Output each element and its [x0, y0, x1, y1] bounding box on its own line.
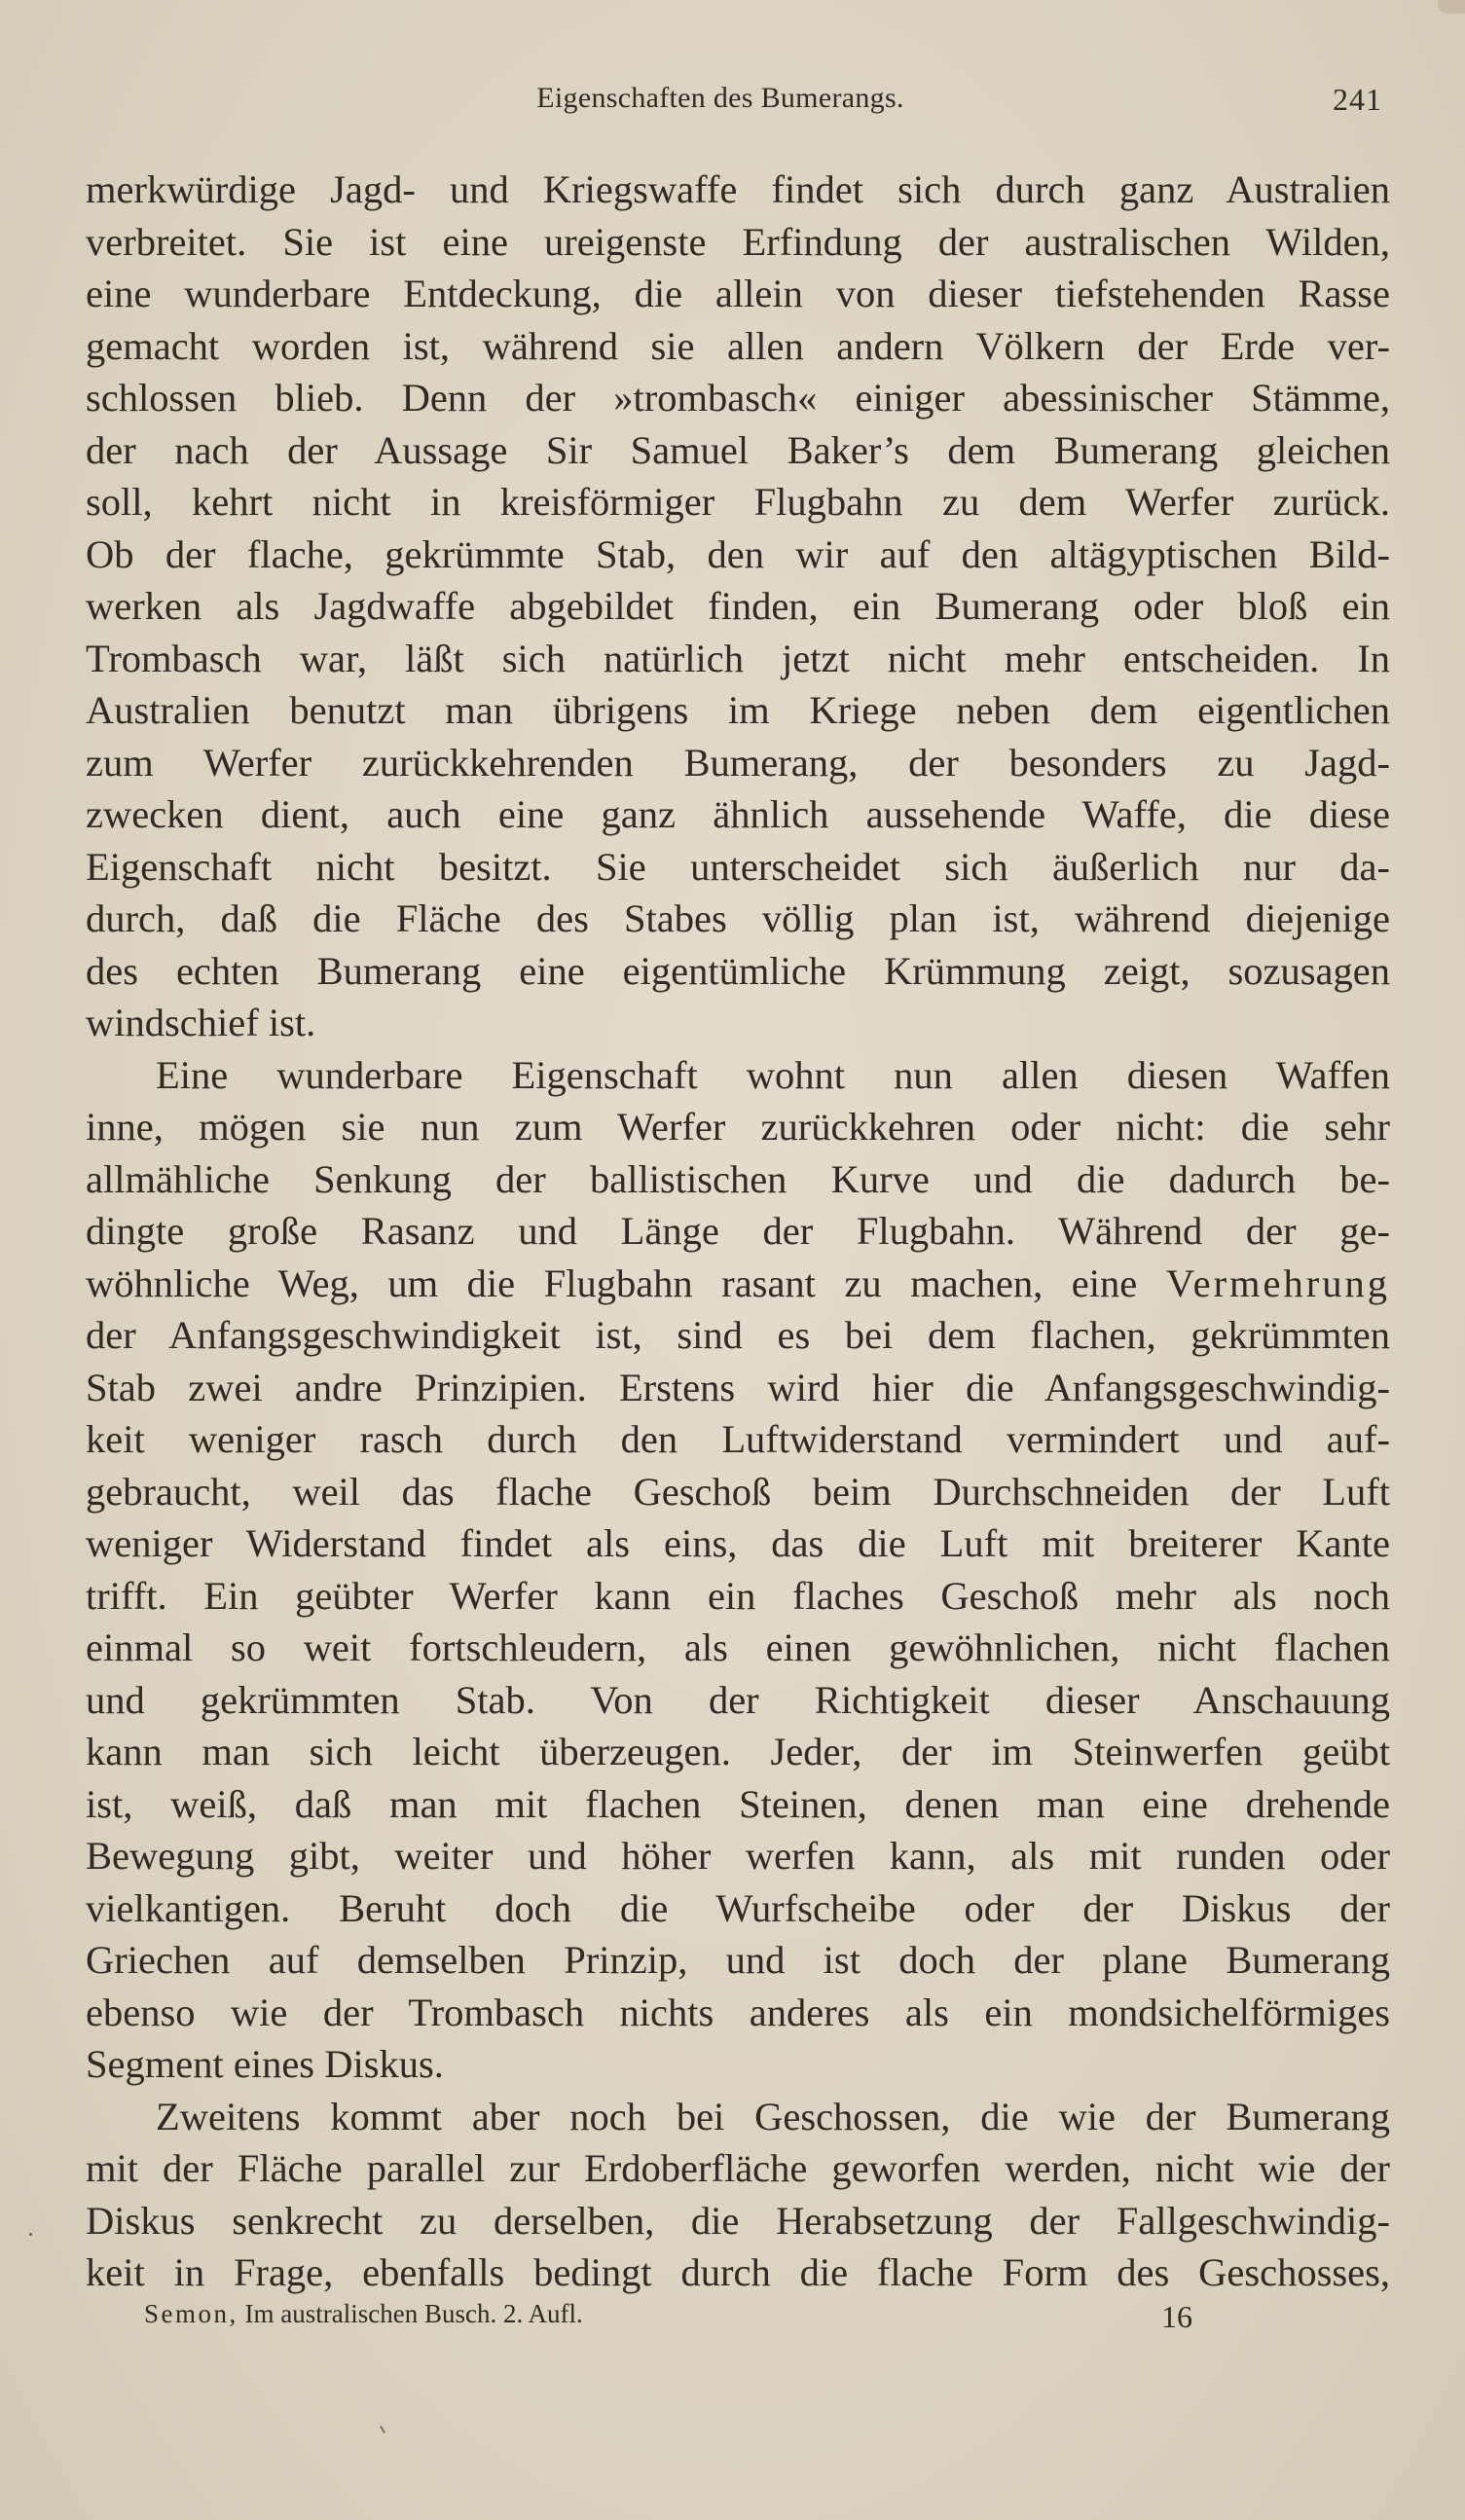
text-line: weniger Widerstand findet als eins, das die Luft mit breiterer Kante — [86, 1521, 1390, 1565]
text-line — [86, 1258, 1390, 1310]
paragraph-end-line: windschief ist. — [86, 1001, 316, 1044]
text-line: ebenso wie der Trombasch nichts anderes als ein mondsichelförmiges — [86, 1990, 1390, 2034]
text-line: zum Werfer zurückkehrenden Bumerang, der besonders zu Jagd- — [86, 740, 1390, 785]
text-line: verbreitet. Sie ist eine ureigenste Erfindung der australischen Wilden, — [86, 219, 1390, 264]
text-line: werken als Jagdwaffe abgebildet finden, ein Bumerang oder bloß ein — [86, 584, 1390, 628]
text-fragment: wöhnliche Weg, um die Flugbahn rasant zu machen, eine — [86, 1260, 1138, 1305]
text-line: dingte große Rasanz und Länge der Flugbahn. Während der ge- — [86, 1209, 1390, 1253]
running-header — [88, 82, 1382, 121]
text-line: gebraucht, weil das flache Geschoß beim Durchschneiden der Luft — [86, 1469, 1390, 1514]
body-text — [86, 164, 1390, 2299]
text-line: des echten Bumerang eine eigentümliche Krümmung zeigt, sozusagen — [86, 948, 1390, 993]
printer-signature: 16 — [1161, 2299, 1192, 2334]
text-line: merkwürdige Jagd- und Kriegswaffe findet sich durch ganz Australien — [86, 167, 1390, 211]
paragraph-start-line: Zweitens kommt aber noch bei Geschossen, die wie der Bumerang — [156, 2094, 1390, 2138]
text-line: allmähliche Senkung der ballistischen Kurve und die dadurch be- — [86, 1156, 1390, 1201]
text-line: Australien benutzt man übrigens im Kriege neben dem eigentlichen — [86, 688, 1390, 732]
footer-author: Semon, — [144, 2299, 238, 2328]
text-line: kann man sich leicht überzeugen. Jeder, der im Steinwerfen geübt — [86, 1730, 1390, 1773]
text-line: gemacht worden ist, während sie allen andern Völkern der Erde ver- — [86, 323, 1390, 368]
footer-book-title: Im australischen Busch. 2. Aufl. — [244, 2299, 583, 2328]
text-line: und gekrümmten Stab. Von der Richtigkeit dieser Anschauung — [86, 1677, 1390, 1722]
page-footer — [144, 2299, 1195, 2338]
paper-speck — [380, 2426, 385, 2433]
text-line: soll, kehrt nicht in kreisförmiger Flugbahn zu dem Werfer zurück. — [86, 480, 1390, 524]
page-corner-shadow — [1438, 0, 1465, 14]
text-line: ist, weiß, daß man mit flachen Steinen, denen man eine drehende — [86, 1781, 1390, 1826]
text-line: der Anfangsgeschwindigkeit ist, sind es bei dem flachen, gekrümmten — [86, 1313, 1390, 1357]
text-line: inne, mögen sie nun zum Werfer zurückkehren oder nicht: die sehr — [86, 1105, 1390, 1149]
text-line: vielkantigen. Beruht doch die Wurfscheibe oder der Diskus der — [86, 1885, 1390, 1930]
paragraph-start-line: Eine wunderbare Eigenschaft wohnt nun allen diesen Waffen — [156, 1052, 1390, 1097]
text-line: Trombasch war, läßt sich natürlich jetzt nicht mehr entscheiden. In — [86, 636, 1390, 680]
text-line: schlossen blieb. Denn der »trombasch« einiger abessinischer Stämme, — [86, 376, 1390, 420]
text-line: trifft. Ein geübter Werfer kann ein flaches Geschoß mehr als noch — [86, 1573, 1390, 1618]
emphasized-word: Vermehrung — [1165, 1260, 1391, 1305]
footer-source — [144, 2299, 583, 2329]
text-line: Ob der flache, gekrümmte Stab, den wir auf den altägyptischen Bild- — [86, 531, 1390, 576]
text-line: durch, daß die Fläche des Stabes völlig plan ist, während diejenige — [86, 896, 1390, 940]
text-line: Diskus senkrecht zu derselben, die Herabsetzung der Fallgeschwindig- — [86, 2198, 1390, 2243]
text-line: eine wunderbare Entdeckung, die allein von dieser tiefstehenden Rasse — [86, 272, 1390, 315]
paragraph-end-line: Segment eines Diskus. — [86, 2042, 444, 2086]
text-line: keit in Frage, ebenfalls bedingt durch die flache Form des Geschosses, — [86, 2250, 1390, 2294]
text-line: zwecken dient, auch eine ganz ähnlich aussehende Waffe, die diese — [86, 792, 1390, 836]
text-line: der nach der Aussage Sir Samuel Baker’s dem Bumerang gleichen — [86, 427, 1390, 472]
paper-speck — [29, 2233, 32, 2236]
page-number: 241 — [1333, 82, 1382, 117]
text-line: Bewegung gibt, weiter und höher werfen kann, als mit runden oder — [86, 1834, 1390, 1878]
text-line: Stab zwei andre Prinzipien. Erstens wird hier die Anfangsgeschwindig- — [86, 1365, 1390, 1409]
text-line: keit weniger rasch durch den Luftwiderstand vermindert und auf- — [86, 1417, 1390, 1461]
running-title: Eigenschaften des Bumerangs. — [536, 82, 904, 114]
text-line: mit der Fläche parallel zur Erdoberfläche geworfen werden, nicht wie der — [86, 2146, 1390, 2190]
text-line: Eigenschaft nicht besitzt. Sie unterscheidet sich äußerlich nur da- — [86, 844, 1390, 889]
text-line: Griechen auf demselben Prinzip, und ist doch der plane Bumerang — [86, 1938, 1390, 1982]
text-line: einmal so weit fortschleudern, als einen gewöhnlichen, nicht flachen — [86, 1625, 1390, 1669]
